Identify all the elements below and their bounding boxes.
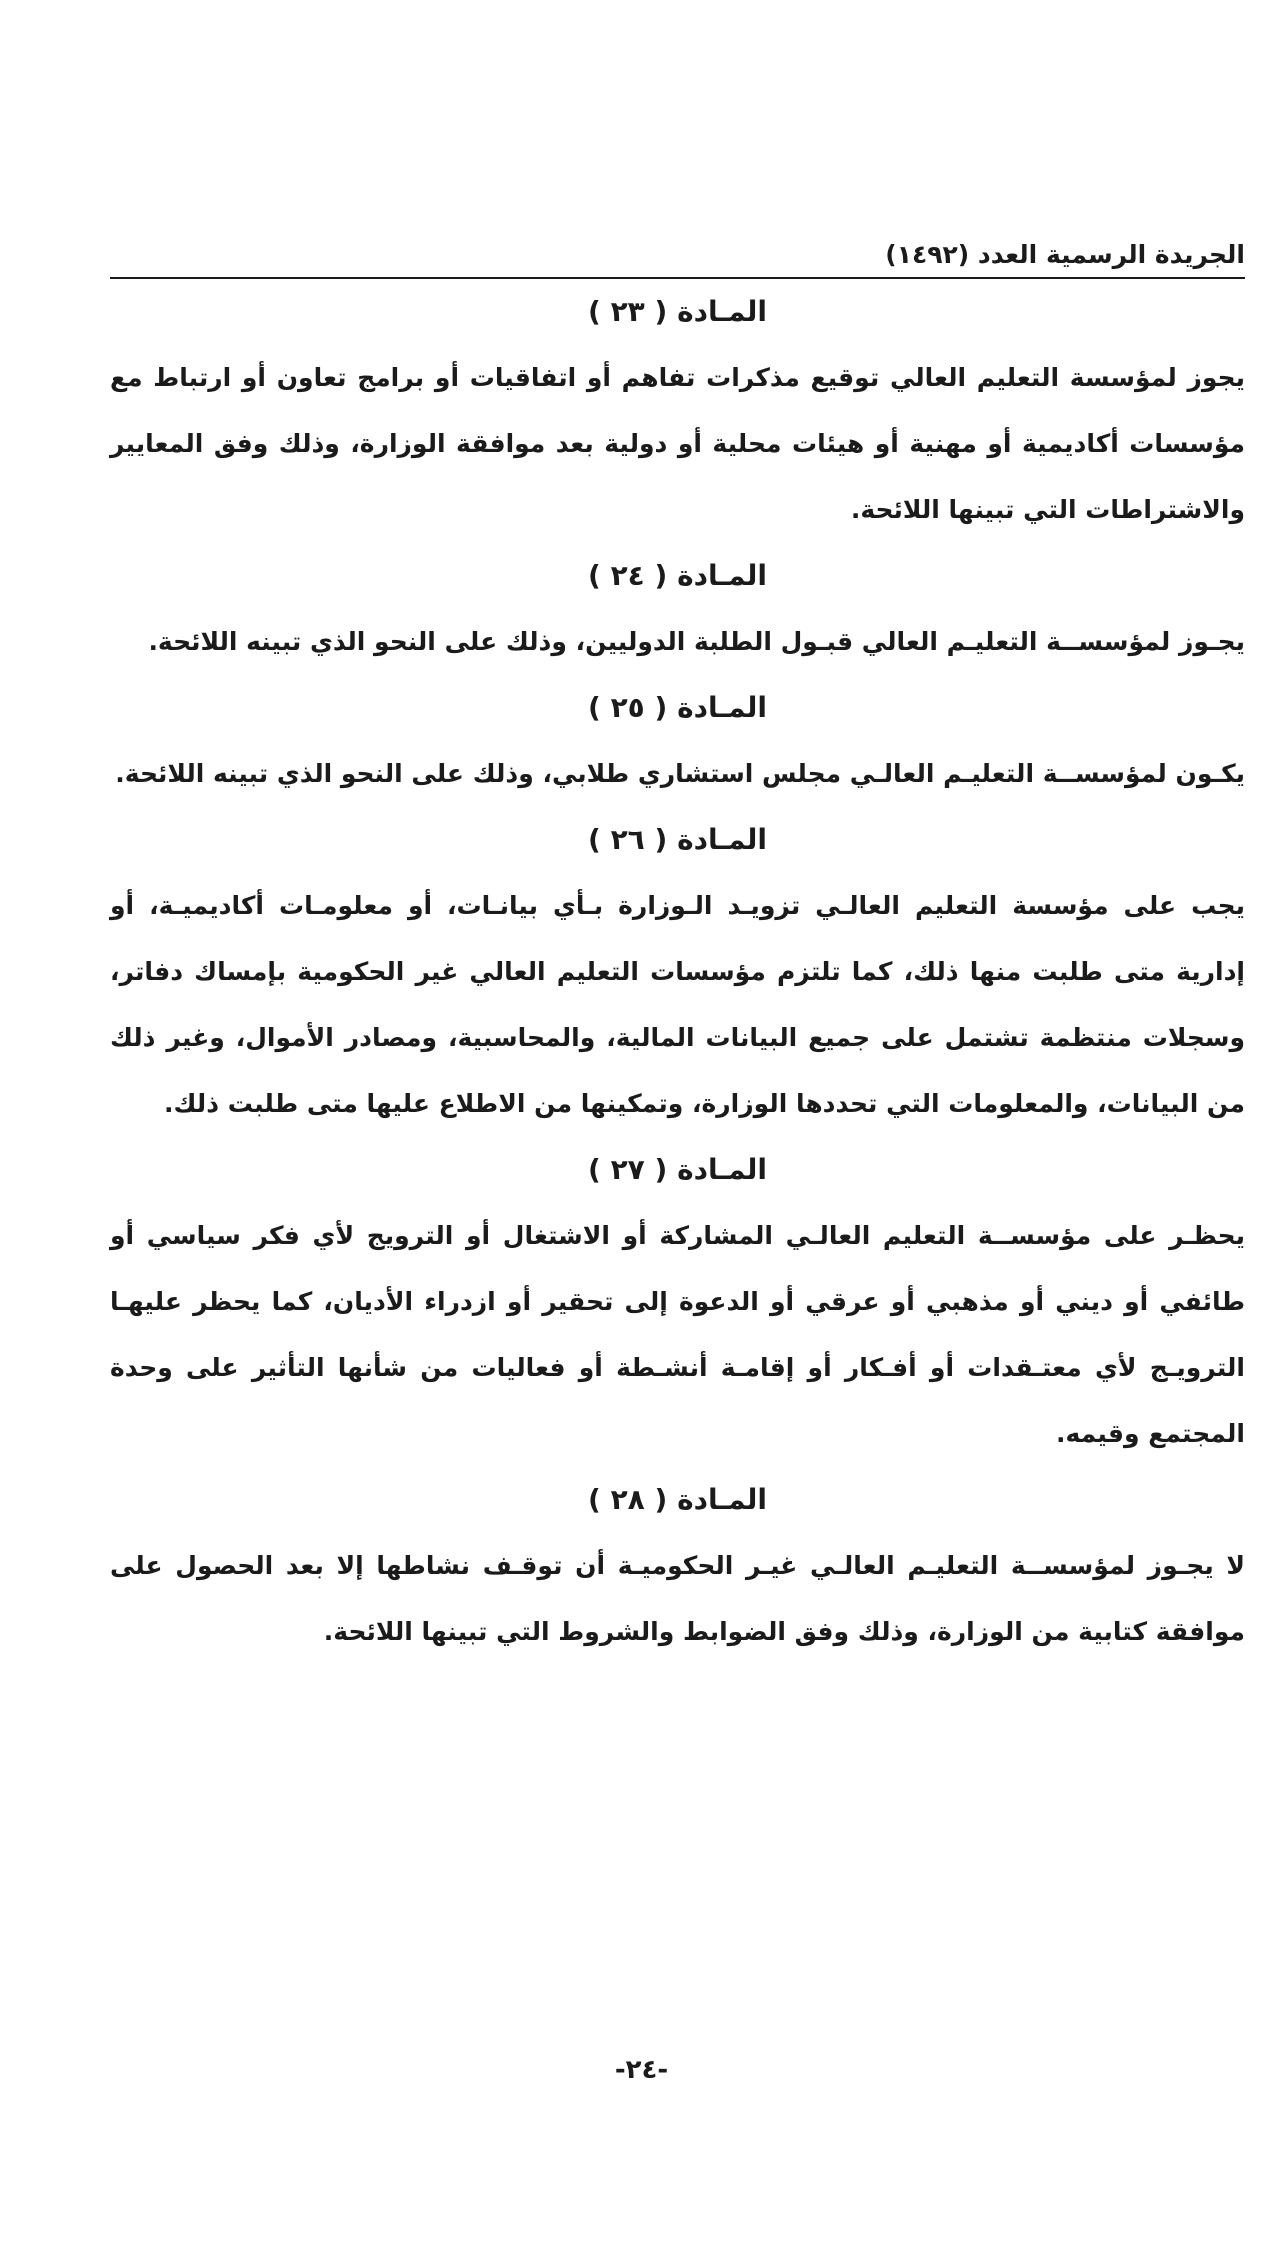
article-text: يحظـر على مؤسســة التعليم العالـي المشاركة أو الاشتغال أو الترويج لأي فكر سياسي أو طائفي أو ديني أو مذهبي أو عرقي أو الدعوة إلى تحقير أو ازدراء الأديان، كما يحظر عليهـا الترويـج لأي معتـقدات أو أفـكار أو إقامـة أنشـطة أو فعاليات من شأنها التأثير على وحدة المجتمع وقيمه. (110, 1221, 1245, 1448)
article-text: يجـوز لمؤسســة التعليـم العالي قبـول الطلبة الدوليين، وذلك على النحو الذي تبينه اللائحة. (148, 627, 1245, 656)
page-header (110, 225, 1245, 279)
article-heading: المـادة ( ٢٥ ) (588, 691, 767, 724)
gazette-title: الجريدة الرسمية العدد (١٤٩٢) (885, 240, 1245, 269)
article-25 (110, 675, 1245, 807)
article-heading: المـادة ( ٢٦ ) (588, 823, 767, 856)
article-heading: المـادة ( ٢٨ ) (588, 1483, 767, 1516)
page-number: -٢٤- (614, 2055, 669, 2085)
article-text: يجب على مؤسسة التعليم العالـي تزويـد الـوزارة بـأي بيانـات، أو معلومـات أكاديميـة، أو إدارية متى طلبت منها ذلك، كما تلتزم مؤسسات التعليم العالي غير الحكومية بإمساك دفاتر، وسجلات منتظمة تشتمل على جميع البيانات المالية، والمحاسبية، ومصادر الأموال، وغير ذلك من البيانات، والمعلومات التي تحددها الوزارة، وتمكينها من الاطلاع عليها متى طلبت ذلك. (110, 891, 1245, 1118)
article-heading: المـادة ( ٢٤ ) (588, 559, 767, 592)
article-heading: المـادة ( ٢٧ ) (588, 1153, 767, 1186)
article-28 (110, 1467, 1245, 1665)
article-24 (110, 543, 1245, 675)
article-text: لا يجـوز لمؤسســة التعليـم العالـي غيـر الحكوميـة أن توقـف نشاطها إلا بعد الحصول على موافقة كتابية من الوزارة، وذلك وفق الضوابط والشروط التي تبينها اللائحة. (110, 1551, 1245, 1646)
article-23 (110, 279, 1245, 543)
article-heading: المـادة ( ٢٣ ) (588, 295, 767, 328)
document-page (110, 225, 1245, 1665)
article-text: يكـون لمؤسســة التعليـم العالـي مجلس استشاري طلابي، وذلك على النحو الذي تبينه اللائحة. (115, 759, 1245, 788)
article-26 (110, 807, 1245, 1137)
article-27 (110, 1137, 1245, 1467)
article-text: يجوز لمؤسسة التعليم العالي توقيع مذكرات تفاهم أو اتفاقيات أو برامج تعاون أو ارتباط مع مؤسسات أكاديمية أو مهنية أو هيئات محلية أو دولية بعد موافقة الوزارة، وذلك وفق المعايير والاشتراطات التي تبينها اللائحة. (110, 363, 1245, 524)
